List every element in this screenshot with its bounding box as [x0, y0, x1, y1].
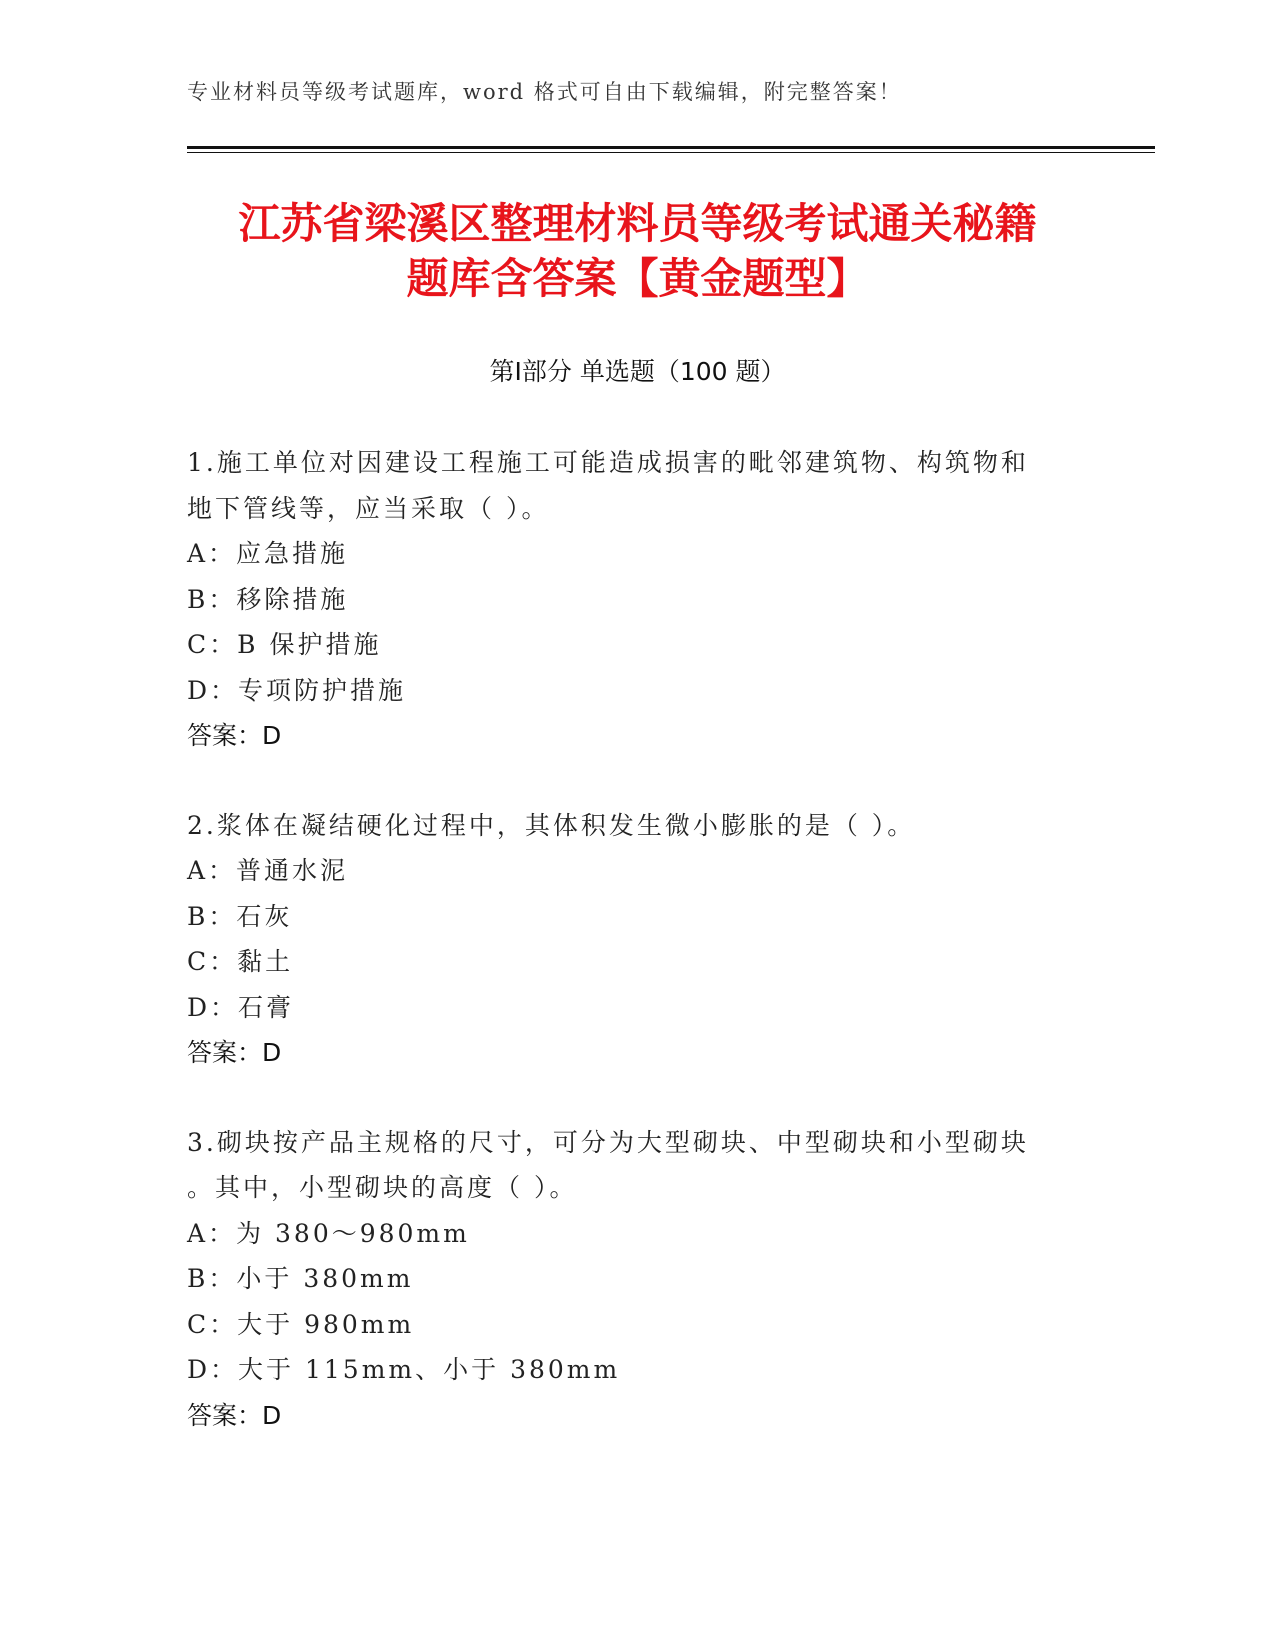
option-b: B：小于 380mm — [187, 1264, 414, 1293]
header-rule-thin — [187, 152, 1155, 153]
option-b: B：移除措施 — [187, 584, 349, 614]
question-list — [187, 440, 1067, 1482]
document-title — [150, 196, 1125, 306]
question-3 — [187, 1120, 1067, 1439]
question-stem: 。其中，小型砌块的高度（ ）。 — [187, 1173, 578, 1202]
document-title-line-1: 江苏省梁溪区整理材料员等级考试通关秘籍 — [238, 199, 1037, 248]
question-stem: 3.砌块按产品主规格的尺寸，可分为大型砌块、中型砌块和小型砌块 — [187, 1127, 1029, 1157]
question-stem: 地下管线等，应当采取（ ）。 — [187, 493, 550, 523]
question-stem: 1.施工单位对因建设工程施工可能造成损害的毗邻建筑物、构筑物和 — [187, 448, 1029, 477]
option-c: C：大于 980mm — [187, 1309, 415, 1339]
option-a: A：应急措施 — [187, 539, 349, 568]
option-a: A：为 380～980mm — [187, 1218, 470, 1248]
option-d: D：专项防护措施 — [187, 675, 407, 705]
answer: 答案：D — [187, 1400, 282, 1430]
document-title-line-2: 题库含答案【黄金题型】 — [406, 254, 869, 303]
question-stem: 2.浆体在凝结硬化过程中，其体积发生微小膨胀的是（ ）。 — [187, 810, 916, 840]
option-a: A：普通水泥 — [187, 856, 349, 885]
answer: 答案：D — [187, 721, 282, 750]
header-rule-thick — [187, 146, 1155, 149]
option-d: D：大于 115mm、小于 380mm — [187, 1355, 621, 1384]
section-title: 第Ⅰ部分 单选题（100 题） — [489, 357, 786, 386]
option-b: B：石灰 — [187, 901, 293, 931]
option-d: D：石膏 — [187, 992, 295, 1022]
answer: 答案：D — [187, 1038, 282, 1067]
option-c: C：黏土 — [187, 947, 294, 976]
page-header: 专业材料员等级考试题库，word 格式可自由下载编辑，附完整答案！ — [187, 80, 902, 104]
question-1 — [187, 440, 1067, 759]
question-2 — [187, 803, 1067, 1076]
option-c: C：B 保护措施 — [187, 630, 382, 659]
